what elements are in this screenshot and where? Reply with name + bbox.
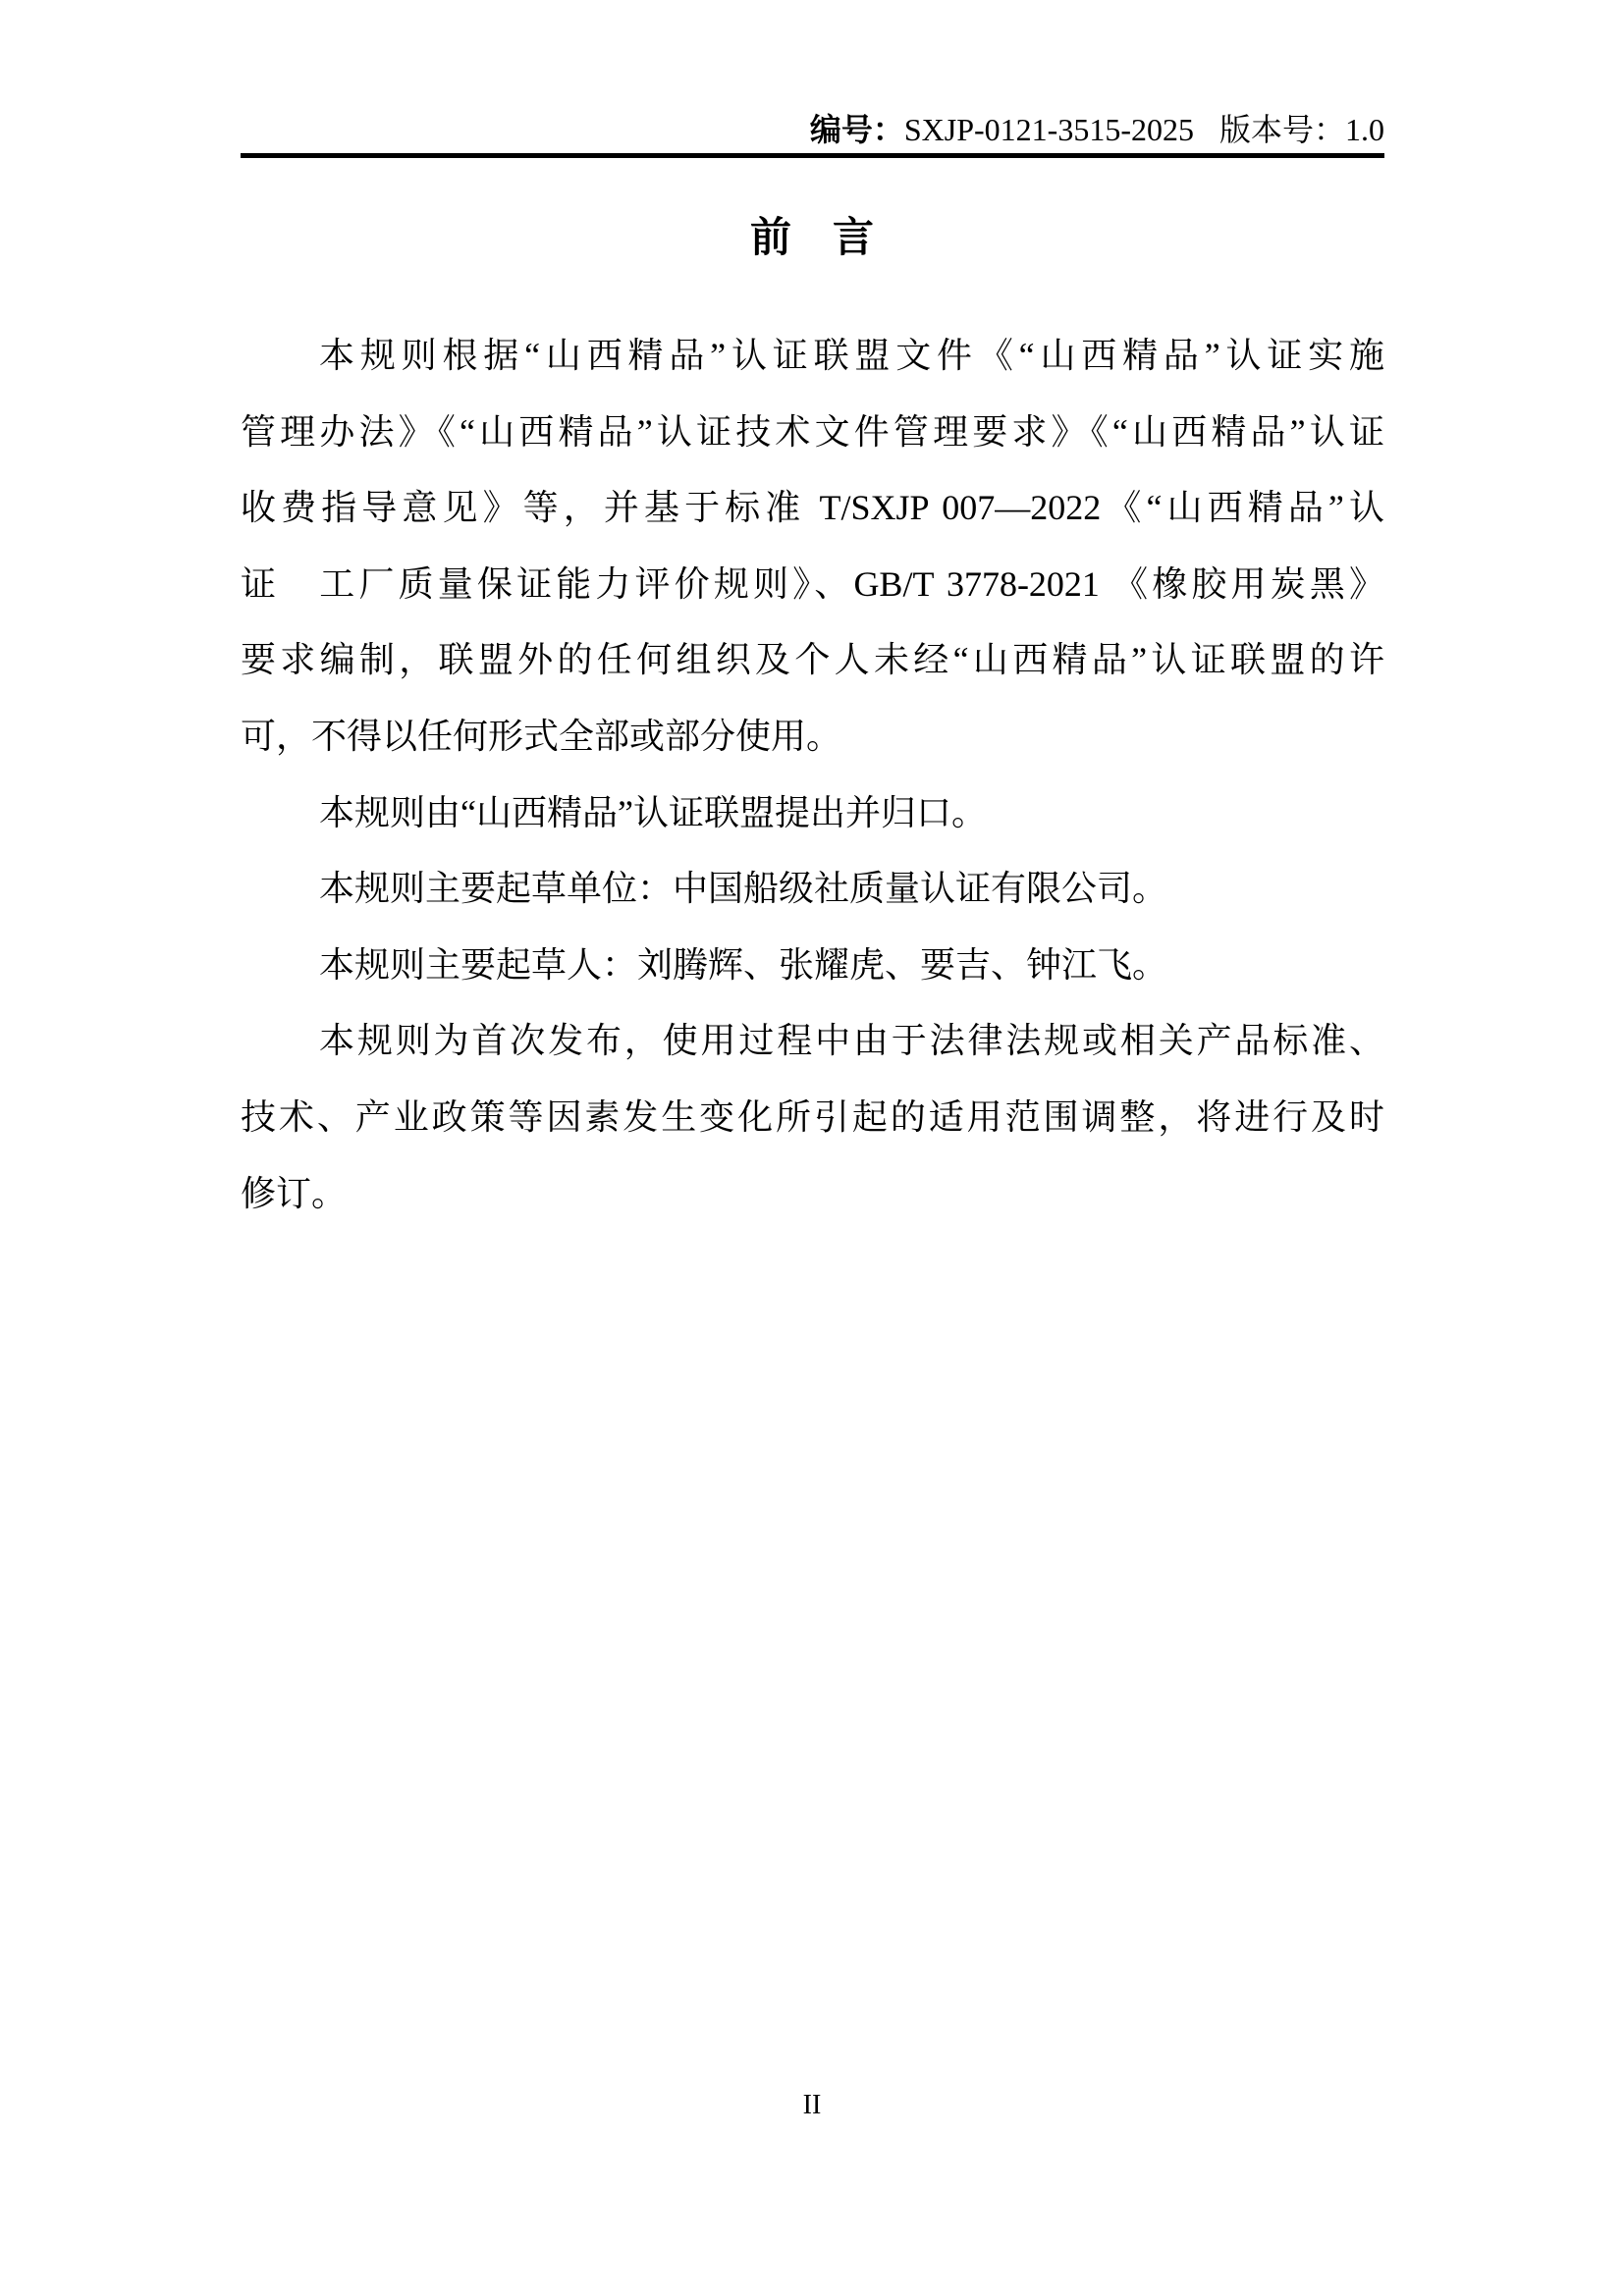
document-body (241, 318, 1384, 1232)
body-line: 管理办法》《“山西精品”认证技术文件管理要求》《“山西精品”认证 (241, 411, 1384, 452)
body-line: 可，不得以任何形式全部或部分使用。 (241, 716, 842, 756)
page-header (241, 110, 1384, 149)
doc-number-label: 编号： (809, 112, 904, 147)
body-line: 本规则主要起草人：刘腾辉、张耀虎、要吉、钟江飞。 (319, 944, 1168, 985)
page-number: II (802, 2090, 822, 2120)
header-rule (241, 153, 1384, 158)
body-line: 本规则为首次发布，使用过程中由于法律法规或相关产品标准、 (319, 1021, 1384, 1061)
body-line: 本规则主要起草单位：中国船级社质量认证有限公司。 (319, 869, 1168, 909)
body-line: 本规则由“山西精品”认证联盟提出并归口。 (319, 792, 987, 832)
doc-number-value: SXJP-0121-3515-2025 (903, 112, 1194, 147)
body-line: 修订。 (241, 1173, 348, 1213)
body-line: 收费指导意见》等，并基于标准 T/SXJP 007—2022《“山西精品”认 (241, 488, 1384, 528)
body-line: 证 工厂质量保证能力评价规则》、GB/T 3778-2021 《橡胶用炭黑》 (241, 563, 1384, 604)
body-line: 技术、产业政策等因素发生变化所引起的适用范围调整，将进行及时 (241, 1096, 1384, 1137)
version-label: 版本号： (1218, 112, 1345, 147)
body-line: 本规则根据“山西精品”认证联盟文件《“山西精品”认证实施 (319, 336, 1384, 375)
page-title: 前 言 (749, 216, 874, 261)
version-value: 1.0 (1345, 112, 1384, 147)
body-line: 要求编制，联盟外的任何组织及个人未经“山西精品”认证联盟的许 (241, 640, 1384, 680)
